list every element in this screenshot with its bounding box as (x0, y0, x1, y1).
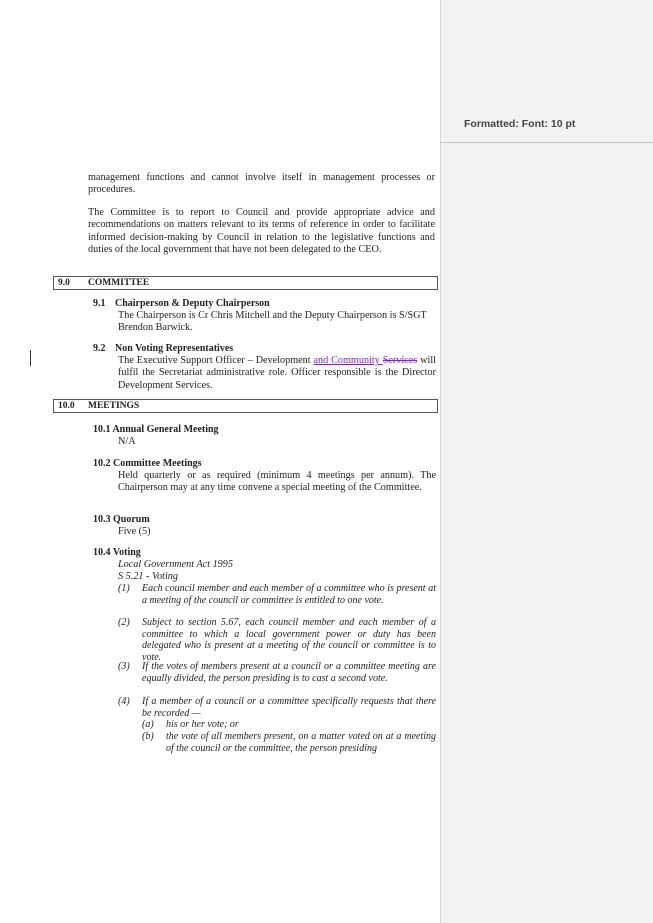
subsection-heading-chairperson: 9.1 Chairperson & Deputy Chairperson (93, 298, 270, 309)
comment-pane (440, 0, 653, 923)
voting-subclause-b: (b) the vote of all members present, on a matter voted on at a meeting of the council or the committee, the person presiding (142, 731, 436, 754)
subsection-heading-voting: 10.4 Voting (93, 547, 141, 558)
non-voting-text: The Executive Support Officer – Development and Community Services will fulfil the Secretariat administrative role. Officer responsible is the Director Development Services. (118, 355, 436, 391)
subsection-heading-committee-meetings: 10.2 Committee Meetings (93, 458, 202, 469)
section-heading-meetings (53, 399, 438, 413)
act-reference: Local Government Act 1995 (118, 559, 233, 570)
intro-paragraph-2: The Committee is to report to Council and provide appropriate advice and recommendations on matters relevant to its terms of reference in order to facilitate informed decision-making by Council in relation to the legislative functions and duties of the local government that have not been delegated to the CEO. (88, 207, 435, 256)
voting-clause-4: (4) If a member of a council or a committee specifically requests that there be recorded — (118, 696, 436, 719)
tracked-deletion[interactable]: Services (382, 355, 418, 366)
agm-text: N/A (118, 436, 136, 447)
comment-balloon-text[interactable]: Formatted: Font: 10 pt (464, 118, 576, 130)
voting-subclause-a: (a) his or her vote; or (142, 719, 239, 730)
section-title: MEETINGS (88, 401, 140, 411)
subsection-heading-agm: 10.1 Annual General Meeting (93, 424, 219, 435)
tracked-insertion[interactable]: and Community (313, 355, 383, 366)
section-heading-committee (53, 276, 438, 290)
change-bar (30, 350, 31, 366)
committee-meetings-text: Held quarterly or as required (minimum 4 meetings per annum). The Chairperson may at any time convene a special meeting of the Committee. (118, 470, 436, 494)
intro-paragraph-1: management functions and cannot involve itself in management processes or procedures. (88, 172, 435, 196)
chairperson-text: The Chairperson is Cr Chris Mitchell and the Deputy Chairperson is S/SGT Brendon Barwick. (118, 310, 427, 334)
voting-clause-2: (2) Subject to section 5.67, each council member and each member of a committee to which a local government power or duty has been delegated who is present at a meeting of the council or committee is to vote. (118, 617, 436, 663)
quorum-text: Five (5) (118, 526, 151, 537)
subsection-heading-non-voting: 9.2 Non Voting Representatives (93, 343, 234, 354)
section-title: COMMITTEE (88, 278, 150, 288)
section-reference: S 5.21 - Voting (118, 571, 178, 582)
voting-clause-1: (1) Each council member and each member of a committee who is present at a meeting of the council or committee is entitled to one vote. (118, 583, 436, 606)
voting-clause-3: (3) If the votes of members present at a council or a committee meeting are equally divided, the person presiding is to cast a second vote. (118, 661, 436, 684)
section-number: 10.0 (58, 401, 75, 411)
subsection-heading-quorum: 10.3 Quorum (93, 514, 150, 525)
section-number: 9.0 (58, 278, 70, 288)
comment-connector-line (440, 142, 653, 143)
